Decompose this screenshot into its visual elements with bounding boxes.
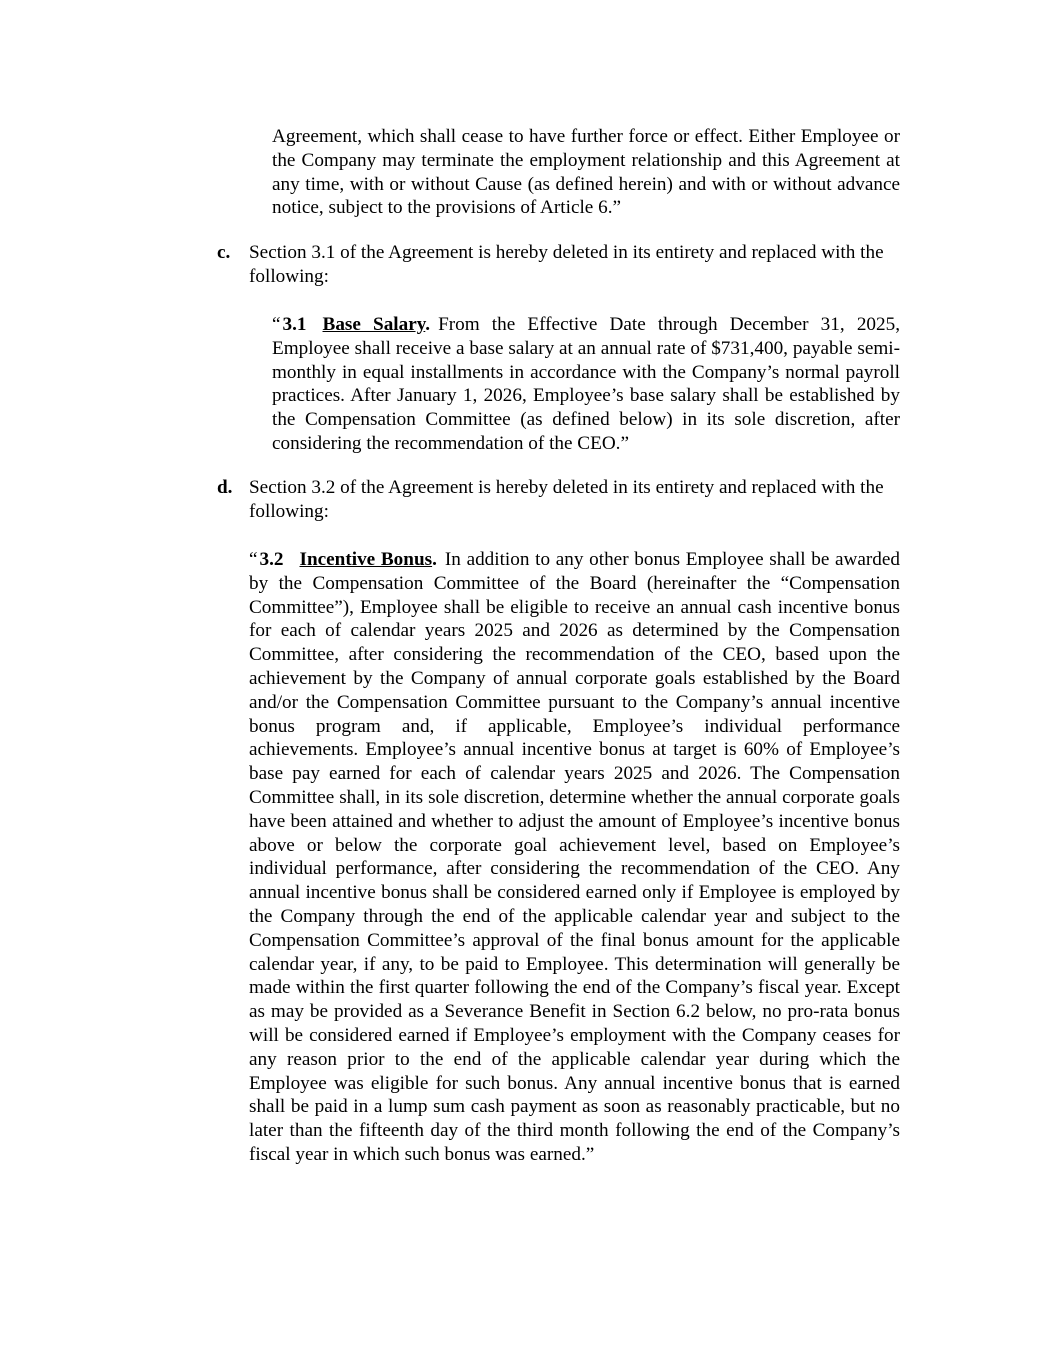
section-3-1-title-punct: . [425, 314, 431, 335]
section-3-1-open-quote: “ [272, 314, 281, 335]
list-marker-c: c. [217, 242, 231, 263]
list-marker-d: d. [217, 477, 233, 498]
list-item-c [217, 241, 935, 289]
section-3-2-body: In addition to any other bonus Employee shall be awarded by the Compensation Committee of the Board (hereinafter the “Compensation Committee”), Employee shall be eligible to receive an annual cash incentive bonus for each of calendar years 2025 and 2026 as determined by the Compensation Committee, after considering the recommendation of the CEO, based upon the achievement by the Company of annual corporate goals established by the Board and/or the Compensation Committee pursuant to the Company’s annual incentive bonus program and, if applicable, Employee’s individual performance achievements. Employee’s annual incentive bonus at target is 60% of Employee’s base pay earned for each of calendar years 2025 and 2026. The Compensation Committee shall, in its sole discretion, determine whether the annual corporate goals have been attained and whether to adjust the amount of Employee’s incentive bonus above or below the corporate goal achievement level, based on Employee’s individual performance, after considering the recommendation of the CEO. Any annual incentive bonus shall be considered earned only if Employee is employed by the Company through the end of the applicable calendar year and subject to the Compensation Committee’s approval of the final bonus amount for the applicable calendar year, if any, to be paid to Employee. This determination will generally be made within the first quarter following the end of the Company’s fiscal year. Except as may be provided as a Severance Benefit in Section 6.2 below, no pro-rata bonus will be considered earned if Employee’s employment with the Company ceases for any reason prior to the end of the applicable calendar year during which the Employee was eligible for such bonus. Any annual incentive bonus that is earned shall be paid in a lump sum cash payment as soon as reasonably practicable, but no later than the fifteenth day of the third month following the end of the Company’s fiscal year in which such bonus was earned.” [249, 549, 901, 1165]
list-item-c-text: Section 3.1 of the Agreement is hereby deleted in its entirety and replaced with the following: [249, 242, 884, 287]
section-3-1-number: 3.1 [282, 314, 307, 335]
list-item-d [217, 476, 935, 524]
section-3-1-body: From the Effective Date through December 31, 2025, Employee shall receive a base salary at an annual rate of $731,400, payable semi-monthly in equal installments in accordance with the Company’s normal payroll practices. After January 1, 2026, Employee’s base salary shall be established by the Compensation Committee (as defined below) in its sole discretion, after considering the recommendation of the CEO.” [272, 314, 900, 454]
section-3-2-title-punct: . [432, 549, 437, 570]
continuation-paragraph: Agreement, which shall cease to have further force or effect. Either Employee or the Company may terminate the employment relationship and this Agreement at any time, with or without Cause (as defined herein) and with or without advance notice, subject to the provisions of Article 6.” [272, 126, 900, 219]
list-item-d-text: Section 3.2 of the Agreement is hereby deleted in its entirety and replaced with the following: [249, 477, 884, 522]
section-3-2-number: 3.2 [259, 549, 284, 570]
section-3-1-title: Base Salary [322, 314, 426, 335]
section-3-1-quote [272, 313, 900, 456]
section-3-2-open-quote: “ [249, 549, 258, 570]
section-3-2-title: Incentive Bonus [299, 549, 433, 570]
section-3-2-quote [249, 548, 900, 1167]
